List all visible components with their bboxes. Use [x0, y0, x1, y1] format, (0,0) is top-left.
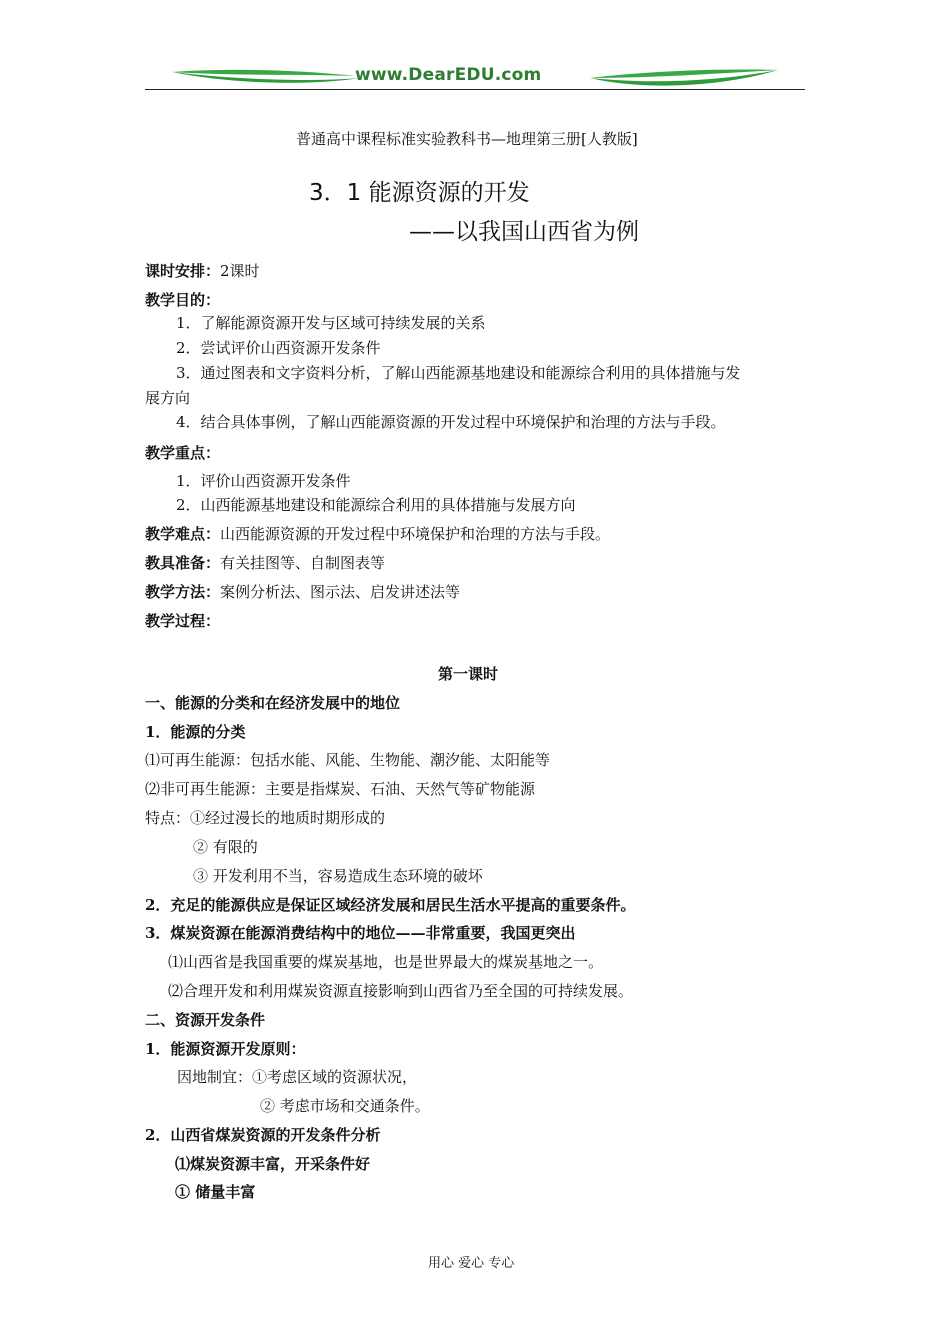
key-point-2: 2．山西能源基地建设和能源综合利用的具体措施与发展方向: [176, 496, 576, 514]
goal-item-2: 2．尝试评价山西资源开发条件: [176, 339, 381, 357]
section-2-2-heading: 2．山西省煤炭资源的开发条件分析: [145, 1126, 381, 1144]
book-subtitle: 普通高中课程标准实验教科书—地理第三册[人教版]: [296, 130, 638, 148]
section-1-3-heading: 3．煤炭资源在能源消费结构中的地位——非常重要，我国更突出: [145, 924, 576, 942]
method-line: [145, 582, 460, 602]
tools-value: 有关挂图等、自制图表等: [220, 554, 386, 572]
section-1-2-heading: 2．充足的能源供应是保证区域经济发展和居民生活水平提高的重要条件。: [145, 896, 636, 914]
feature-1: ①经过漫长的地质时期形成的: [190, 809, 386, 827]
schedule-value: 2课时: [220, 262, 260, 280]
goal-item-3-cont: 展方向: [145, 389, 191, 407]
goal-item-4: 4．结合具体事例，了解山西能源资源的开发过程中环境保护和治理的方法与手段。: [176, 413, 726, 431]
section-2-1-heading: 1．能源资源开发原则：: [145, 1040, 306, 1058]
method-value: 案例分析法、图示法、启发讲述法等: [220, 583, 461, 601]
tools-label: 教具准备：: [145, 554, 221, 572]
adapt-label: 因地制宜：: [177, 1068, 253, 1086]
key-points-label: 教学重点：: [145, 444, 221, 462]
section-1-3-item-2: ⑵合理开发和利用煤炭资源直接影响到山西省乃至全国的可持续发展。: [168, 982, 634, 1000]
section-1-3-item-1: ⑴山西省是我国重要的煤炭基地，也是世界最大的煤炭基地之一。: [168, 953, 604, 971]
difficult-label: 教学难点：: [145, 525, 221, 543]
schedule-label: 课时安排：: [145, 262, 221, 280]
features-line: [145, 808, 385, 828]
goal-item-3: 3．通过图表和文字资料分析，了解山西能源基地建设和能源综合利用的具体措施与发: [176, 364, 741, 382]
section-2-2-item-1-sub: ① 储量丰富: [175, 1183, 256, 1201]
goals-label: 教学目的：: [145, 291, 221, 309]
feature-2: ② 有限的: [193, 838, 258, 856]
site-logo-text: www.DearEDU.com: [355, 65, 542, 85]
lesson-period-heading: 第一课时: [438, 665, 499, 683]
renewable-line: ⑴可再生能源：包括水能、风能、生物能、潮汐能、太阳能等: [145, 751, 551, 769]
section-2-heading: 二、资源开发条件: [145, 1011, 266, 1029]
lesson-title: 3．1 能源资源的开发: [309, 180, 530, 206]
features-label: 特点：: [145, 809, 191, 827]
feature-3: ③ 开发利用不当，容易造成生态环境的破坏: [193, 867, 483, 885]
method-label: 教学方法：: [145, 583, 221, 601]
adapt-item-2: ② 考虑市场和交通条件。: [260, 1097, 430, 1115]
adapt-item-1: ①考虑区域的资源状况，: [252, 1068, 418, 1086]
goal-item-1: 1．了解能源资源开发与区域可持续发展的关系: [176, 314, 486, 332]
difficult-line: [145, 524, 610, 544]
header-rule: [145, 89, 805, 90]
page-footer: 用心 爱心 专心: [428, 1256, 515, 1271]
section-1-heading: 一、能源的分类和在经济发展中的地位: [145, 694, 401, 712]
section-1-1-heading: 1．能源的分类: [145, 723, 246, 741]
adapt-line: [177, 1067, 417, 1087]
section-2-2-item-1: ⑴煤炭资源丰富，开采条件好: [175, 1155, 371, 1173]
schedule-line: [145, 261, 260, 281]
process-label: 教学过程：: [145, 612, 221, 630]
nonrenewable-line: ⑵非可再生能源：主要是指煤炭、石油、天然气等矿物能源: [145, 780, 536, 798]
tools-line: [145, 553, 385, 573]
lesson-subtitle: ——以我国山西省为例: [409, 219, 639, 245]
key-point-1: 1．评价山西资源开发条件: [176, 472, 351, 490]
difficult-value: 山西能源资源的开发过程中环境保护和治理的方法与手段。: [220, 525, 611, 543]
